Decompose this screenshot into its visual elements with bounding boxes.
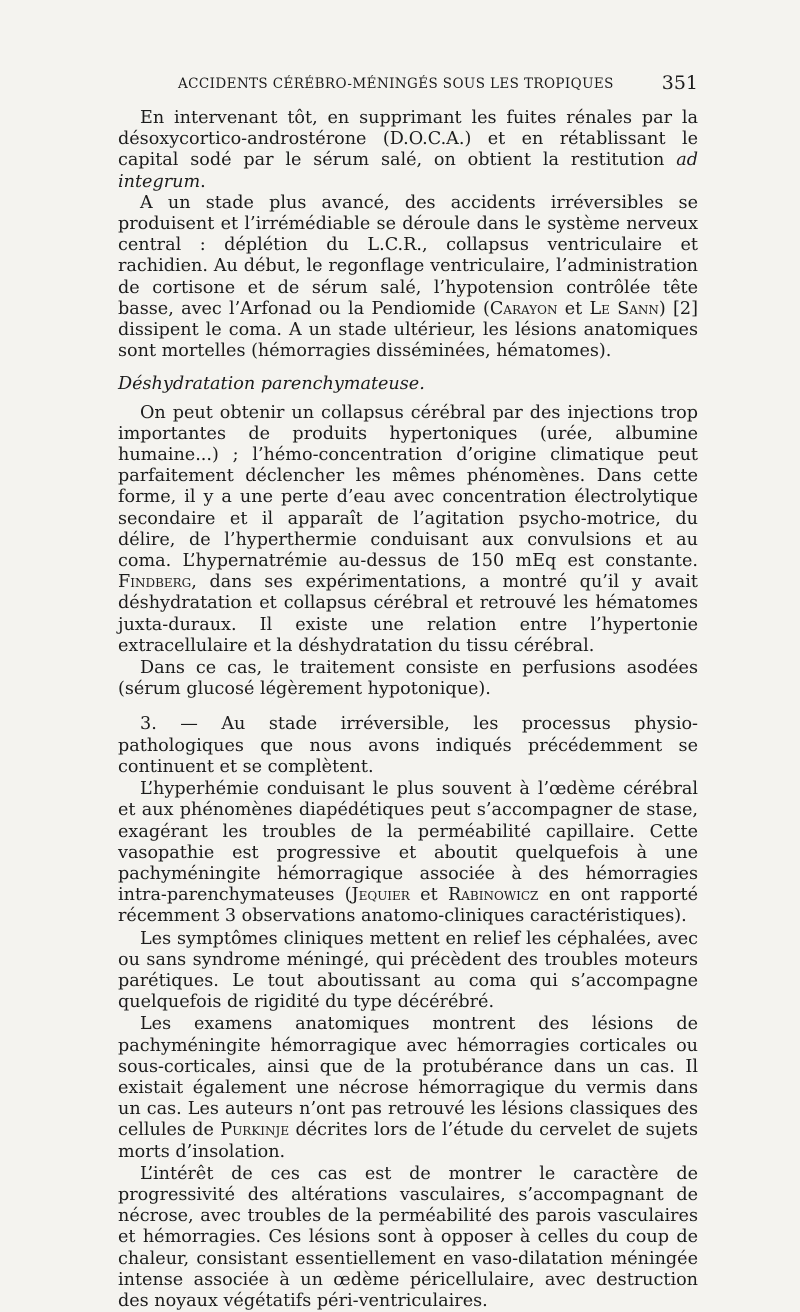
paragraph: En intervenant tôt, en supprimant les fuites rénales par la désoxycortico-androstérone (D.O.C.A.) et en rétablissant le capital sodé par le sérum salé, on obtient la restitution ad integrum. [118, 108, 698, 192]
author-name: Rabinowicz [447, 885, 539, 906]
author-name: Purkinje [220, 1120, 290, 1141]
author-name: Findberg [118, 572, 192, 593]
paragraph: Dans ce cas, le traitement consiste en perfusions asodées (sérum glucosé légèrement hypotonique). [118, 658, 698, 700]
paragraph: On peut obtenir un collapsus cérébral par des injections trop importantes de produits hypertoniques (urée, albumine humaine...) ; l’hémo-concentration d’origine climatique peut parfaitement déclencher les mêmes phénomènes. Dans cette forme, il y a une perte d’eau avec concentration électrolytique secondaire et il apparaît de l’agitation psycho-motrice, du délire, de l’hyperthermie conduisant aux convulsions et au coma. L’hypernatrémie au-dessus de 150 mEq est constante. Findberg, dans ses expérimentations, a montré qu’il y avait déshydratation et collapsus cérébral et retrouvé les hématomes juxta-duraux. Il existe une relation entre l’hypertonie extracellulaire et la déshydratation du tissu cérébral. [118, 402, 698, 656]
page-body [118, 108, 698, 1312]
page-header [118, 74, 698, 96]
paragraph: A un stade plus avancé, des accidents irréversibles se produisent et l’irrémédiable se déroule dans le système nerveux central : déplétion du L.C.R., collapsus ventriculaire et rachidien. Au début, le regonflage ventriculaire, l’administration de cortisone et de sérum salé, l’hypotension contrôlée tête basse, avec l’Arfonad ou la Pendiomide (Carayon et Le Sann) [2] dissipent le coma. A un stade ultérieur, les lésions anatomiques sont mortelles (hémorragies disséminées, hématomes). [118, 192, 698, 362]
paragraph: Les symptômes cliniques mettent en relief les céphalées, avec ou sans syndrome méningé, qui précèdent des troubles moteurs parétiques. Le tout aboutissant au coma qui s’accompagne quelquefois de rigidité du type décérébré. [118, 928, 698, 1013]
page-number: 351 [661, 72, 698, 94]
author-name: Jequier [351, 885, 410, 906]
latin-term: ad integrum [118, 150, 698, 192]
paragraph: L’hyperhémie conduisant le plus souvent à l’œdème cérébral et aux phénomènes diapédétiques peut s’accompagner de stase, exagérant les troubles de la perméabilité capillaire. Cette vasopathie est progressive et aboutit quelquefois à une pachyméningite hémorragique associée à des hémorragies intra-parenchymateuses (Jequier et Rabinowicz en ont rapporté récemment 3 observations anatomo-cliniques caractéristiques). [118, 779, 698, 927]
paragraph: L’intérêt de ces cas est de montrer le caractère de progressivité des altérations vasculaires, s’accompagnant de nécrose, avec troubles de la perméabilité des parois vasculaires et hémorragies. Ces lésions sont à opposer à celles du coup de chaleur, consistant essentiellement en vaso-dilatation méningée intense associée à un œdème péricellulaire, avec destruction des noyaux végétatifs péri-ventriculaires. [118, 1163, 698, 1311]
running-head: ACCIDENTS CÉRÉBRO-MÉNINGÉS SOUS LES TROPIQUES [178, 76, 614, 92]
paragraph: 3. — Au stade irréversible, les processus physio-pathologiques que nous avons indiqués précédemment se continuent et se complètent. [118, 714, 698, 777]
author-name: Carayon [489, 298, 558, 319]
author-name: Le Sann [589, 298, 659, 319]
paragraph: Les examens anatomiques montrent des lésions de pachyméningite hémorragique avec hémorragies corticales ou sous-corticales, ainsi que de la protubérance dans un cas. Il existait également une nécrose hémorragique du vermis dans un cas. Les auteurs n’ont pas retrouvé les lésions classiques des cellules de Purkinje décrites lors de l’étude du cervelet de sujets morts d’insolation. [118, 1014, 698, 1162]
section-heading: Déshydratation parenchymateuse. [118, 374, 425, 395]
